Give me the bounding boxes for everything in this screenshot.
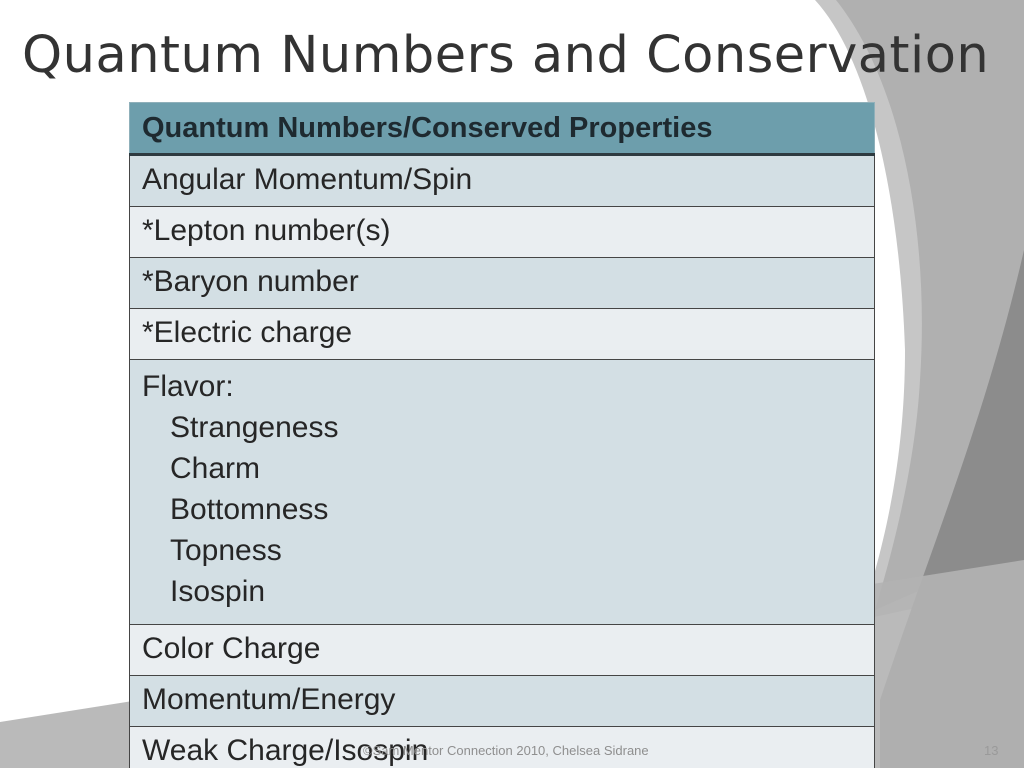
table-cell-baryon-number: *Baryon number bbox=[130, 258, 875, 309]
table-row bbox=[130, 207, 875, 258]
table-header-cell: Quantum Numbers/Conserved Properties bbox=[130, 103, 875, 155]
flavor-item-bottomness: Bottomness bbox=[170, 493, 329, 526]
flavor-item-topness: Topness bbox=[170, 534, 282, 567]
table-row bbox=[130, 155, 875, 207]
table-row bbox=[130, 258, 875, 309]
table-row bbox=[130, 625, 875, 676]
conservation-table bbox=[129, 102, 875, 768]
table-row bbox=[130, 309, 875, 360]
table-cell-electric-charge: *Electric charge bbox=[130, 309, 875, 360]
flavor-label: Flavor: bbox=[142, 370, 234, 403]
table-row bbox=[130, 676, 875, 727]
slide-number: 13 bbox=[984, 743, 999, 758]
slide-title: Quantum Numbers and Conservation bbox=[22, 26, 990, 85]
table-cell-color-charge: Color Charge bbox=[130, 625, 875, 676]
flavor-item-charm: Charm bbox=[170, 452, 261, 485]
table-cell-lepton-number: *Lepton number(s) bbox=[130, 207, 875, 258]
table-cell-momentum-energy: Momentum/Energy bbox=[130, 676, 875, 727]
flavor-item-isospin: Isospin bbox=[170, 575, 266, 608]
flavor-item-strangeness: Strangeness bbox=[170, 411, 339, 444]
slide-footer: ©Sam Mentor Connection 2010, Chelsea Sidrane bbox=[363, 743, 649, 758]
table-cell-flavor bbox=[130, 360, 875, 625]
table-cell-weak-charge: Weak Charge/Isospin bbox=[130, 727, 875, 768]
conservation-table-container bbox=[129, 102, 875, 768]
table-header-row bbox=[130, 103, 875, 155]
table-row bbox=[130, 360, 875, 625]
table-cell-angular-momentum: Angular Momentum/Spin bbox=[130, 155, 875, 207]
